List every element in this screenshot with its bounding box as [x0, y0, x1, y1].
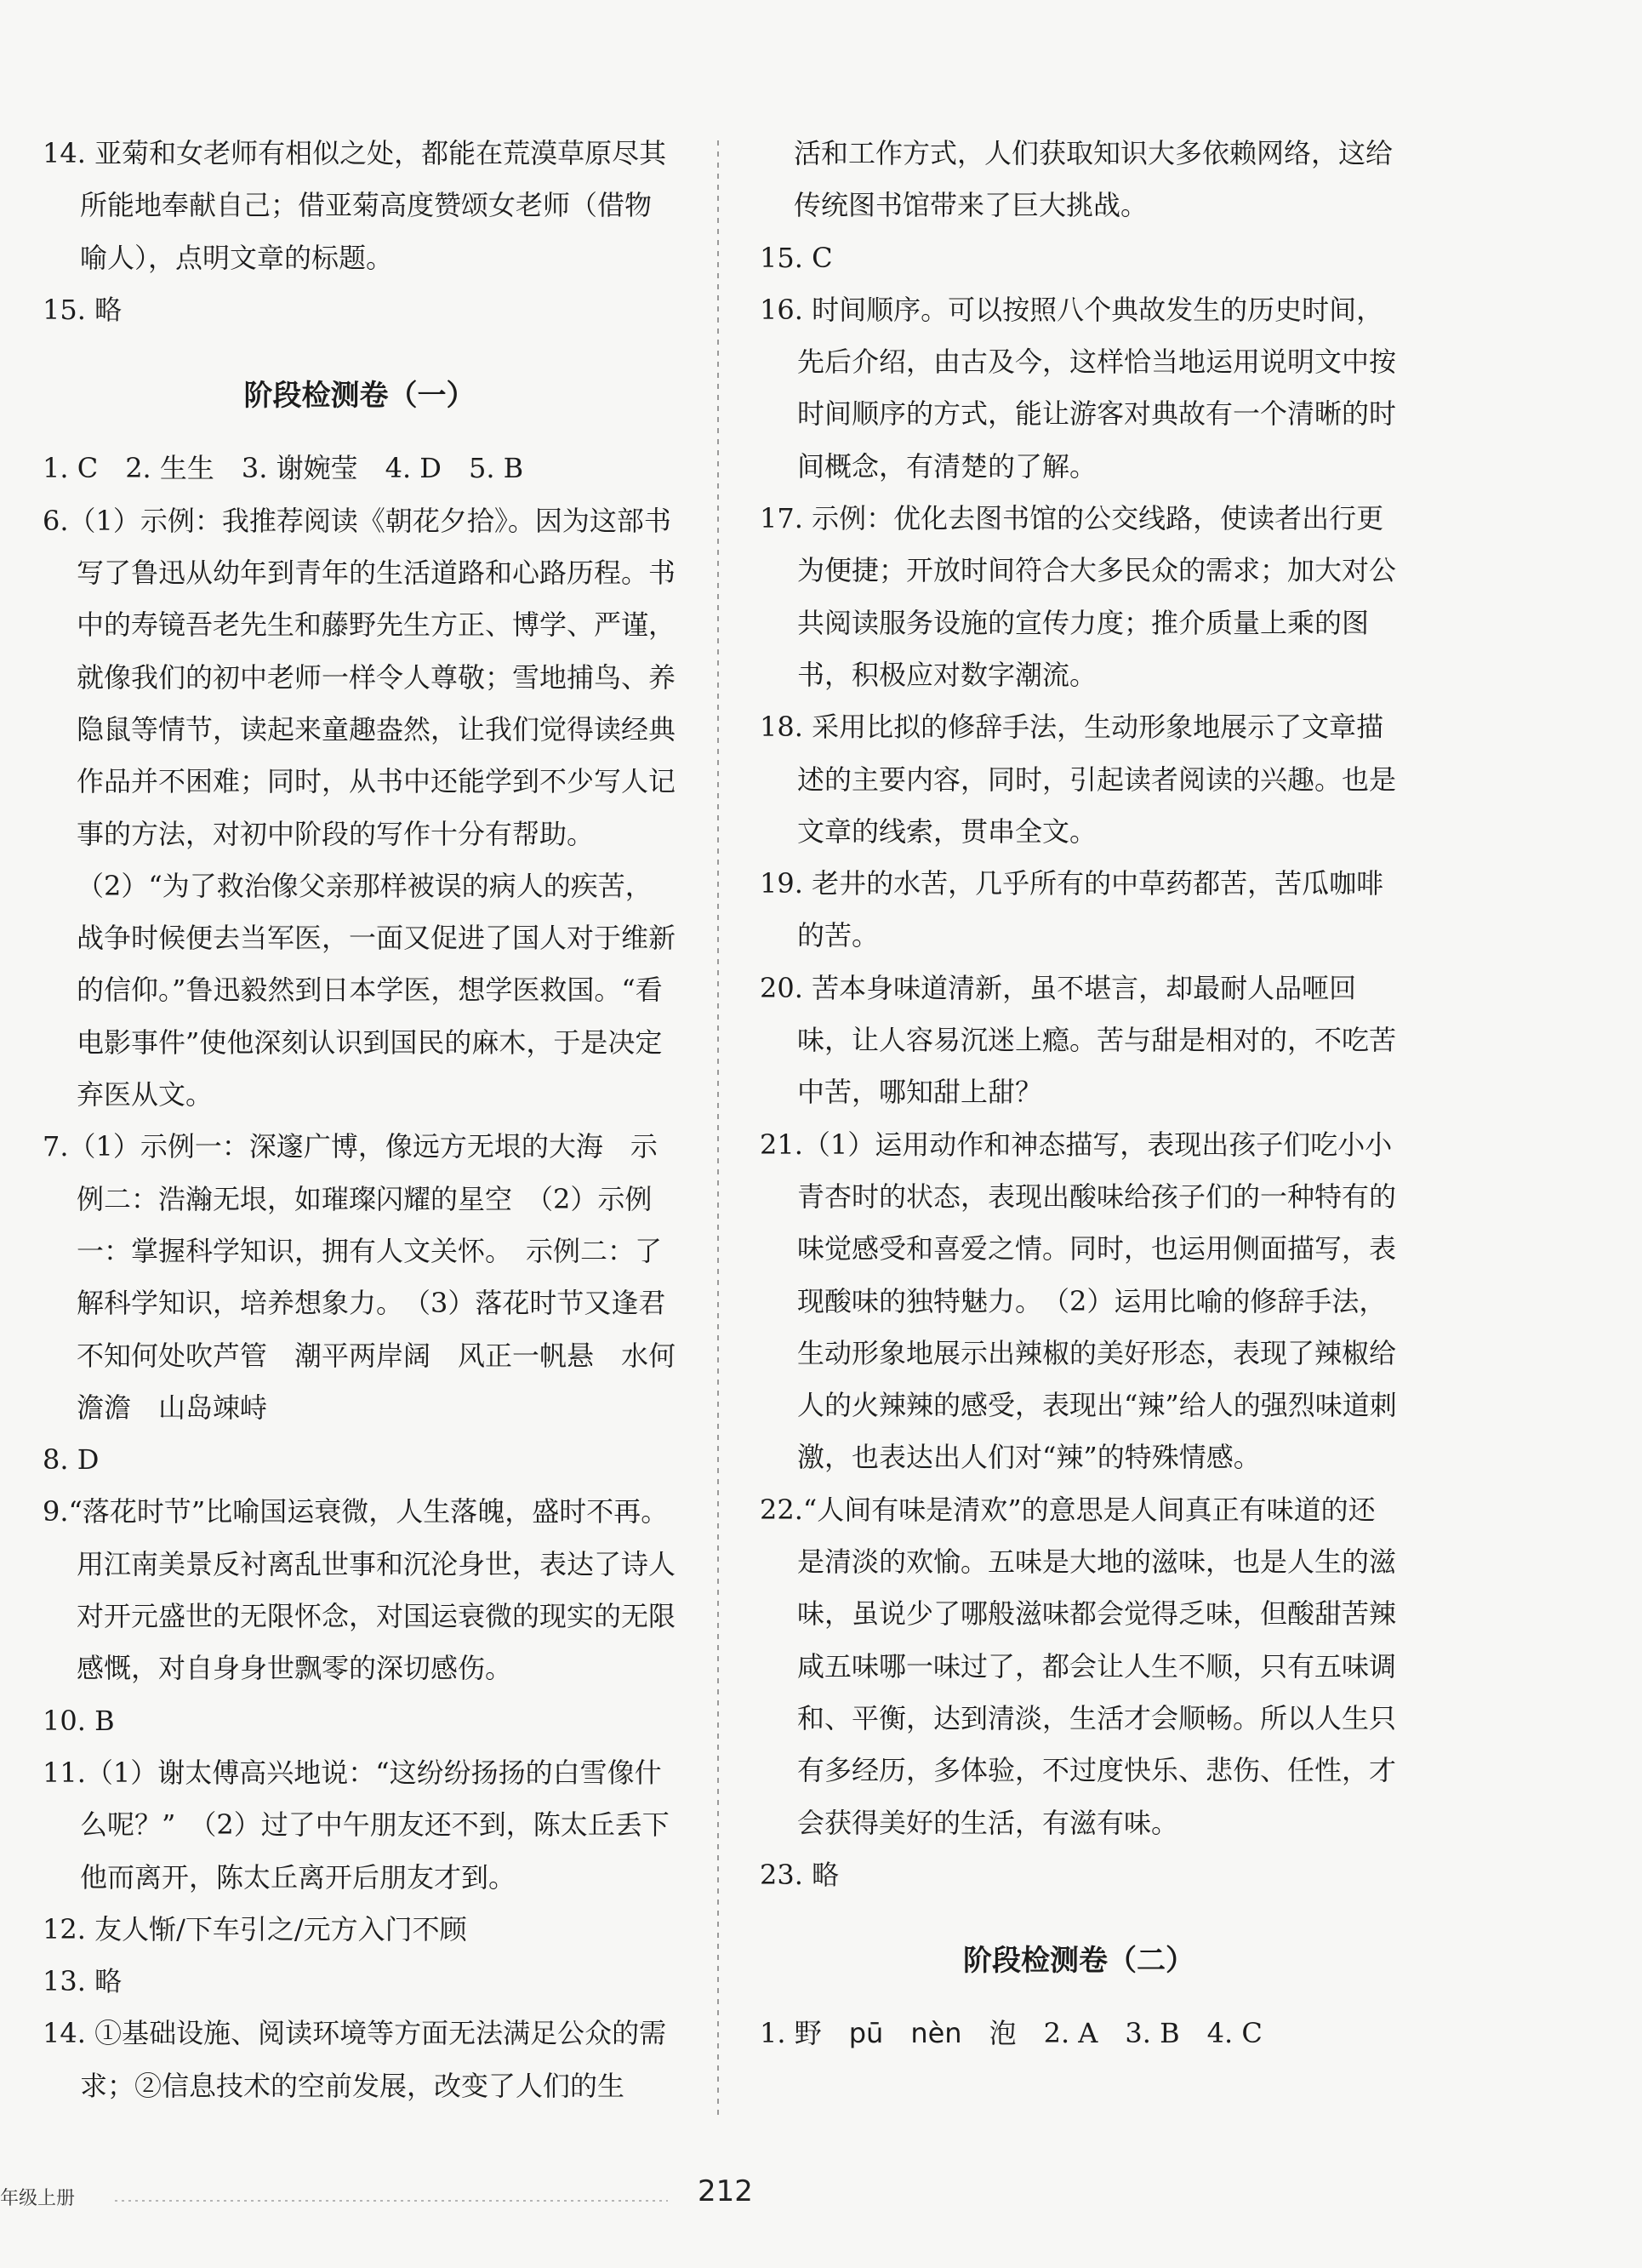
answer-8: 8. D — [43, 1443, 100, 1477]
answer-16: 16. 时间顺序。可以按照八个典故发生的历史时间，先后介绍，由古及今，这样恰当地运用说明文中按时间顺序的方式，能让游客对典故有一个清晰的时间概念，有清楚的了解。 — [760, 293, 1397, 483]
footer-dotted-rule — [115, 2200, 668, 2202]
column-divider — [717, 140, 719, 2115]
pinyin-pu: pū — [848, 2017, 884, 2050]
answer-13: 13. 略 — [43, 1965, 123, 1998]
answers-1-5: 1. C 2. 生生 3. 谢婉莹 4. D 5. B — [43, 452, 524, 485]
answer-14-part1: 14. 亚菊和女老师有相似之处，都能在荒漠草原尽其所能地奉献自己；借亚菊高度赞颂女老师（借物喻人），点明文章的标题。 — [43, 137, 667, 274]
answer-20: 20. 苦本身味道清新，虽不堪言，却最耐人品咂回味，让人容易沉迷上瘾。苦与甜是相对的，不吃苦中苦，哪知甜上甜？ — [760, 971, 1397, 1109]
answer-22: 22.“人间有味是清欢”的意思是人间真正有味道的还是清淡的欢愉。五味是大地的滋味，也是人生的滋味，虽说少了哪般滋味都会觉得乏味，但酸甜苦辣咸五味哪一味过了，都会让人生不顺，只有五味调和、平衡，达到清淡，生活才会顺畅。所以人生只有多经历，多体验，不过度快乐、悲伤、任性，才会获得美好的生活，有滋有味。 — [760, 1493, 1397, 1839]
right-column — [760, 128, 1398, 2060]
pinyin-nen: nèn — [910, 2017, 962, 2050]
left-column — [43, 128, 693, 2112]
footer-grade-label: 年级上册 — [0, 2188, 76, 2209]
answer-18: 18. 采用比拟的修辞手法，生动形象地展示了文章描述的主要内容，同时，引起读者阅读的兴趣。也是文章的线索，贯串全文。 — [760, 711, 1397, 848]
answer-23: 23. 略 — [760, 1858, 840, 1891]
section-title-stage-test-2: 阶段检测卷（二） — [963, 1944, 1194, 1979]
answer-10: 10. B — [43, 1704, 115, 1737]
answer-6: 6.（1）示例：我推荐阅读《朝花夕拾》。因为这部书写了鲁迅从幼年到青年的生活道路和心路历程。书中的寿镜吾老先生和藤野先生方正、博学、严谨，就像我们的初中老师一样令人尊敬；雪地捕鸟、养隐鼠等情节，读起来童趣盎然，让我们觉得读经典作品并不困难；同时，从书中还能学到不少写人记事的方法，对初中阶段的写作十分有帮助。（2）“为了救治像父亲那样被误的病人的疾苦，战争时候便去当军医，一面又促进了国人对于维新的信仰。”鲁迅毅然到日本学医，想学医救国。“看电影事件”使他深刻认识到国民的麻木，于是决定弃医从文。 — [43, 504, 676, 1111]
answer-1-prefix: 1. 野 — [760, 2017, 849, 2050]
page-number: 212 — [698, 2174, 753, 2208]
answer-14-part2-continued: 活和工作方式，人们获取知识大多依赖网络，这给传统图书馆带来了巨大挑战。 — [794, 137, 1394, 222]
section-title-stage-test-1: 阶段检测卷（一） — [243, 379, 476, 414]
answer-9: 9.“落花时节”比喻国运衰微，人生落魄，盛时不再。用江南美景反衬离乱世事和沉沦身世，表达了诗人对开元盛世的无限怀念，对国运衰微的现实的无限感慨，对自身身世飘零的深切感伤。 — [43, 1495, 676, 1685]
answer-7: 7.（1）示例一：深邃广博，像远方无垠的大海 示例二：浩瀚无垠，如璀璨闪耀的星空 （2）示例一：掌握科学知识，拥有人文关怀。 示例二：了解科学知识，培养想象力。 （3）落花时节又逢君 不知何处吹芦管 潮平两岸阔 风正一帆悬 水何澹澹 山岛竦峙 — [43, 1130, 693, 1424]
answers-1-4-stage2 — [760, 2008, 1398, 2059]
answer-1-suffix: 泡 2. A 3. B 4. C — [961, 2017, 1263, 2050]
answer-17: 17. 示例：优化去图书馆的公交线路，使读者出行更为便捷；开放时间符合大多民众的需求；加大对公共阅读服务设施的宣传力度；推介质量上乘的图书，积极应对数字潮流。 — [760, 502, 1397, 691]
answer-21: 21.（1）运用动作和神态描写，表现出孩子们吃小小青杏时的状态，表现出酸味给孩子们的一种特有的味觉感受和喜爱之情。同时，也运用侧面描写，表现酸味的独特魅力。 （2）运用比喻的修辞手法，生动形象地展示出辣椒的美好形态，表现了辣椒给人的火辣辣的感受，表现出“辣”给人的强烈味道刺激，也表达出人们对“辣”的特殊情感。 — [760, 1128, 1397, 1474]
answer-11: 11.（1）谢太傅高兴地说：“这纷纷扬扬的白雪像什么呢？” （2）过了中午朋友还不到，陈太丘丢下他而离开，陈太丘离开后朋友才到。 — [43, 1756, 670, 1894]
answer-19: 19. 老井的水苦，几乎所有的中草药都苦，苦瓜咖啡的苦。 — [760, 867, 1384, 952]
answer-15-b: 15. C — [760, 241, 833, 274]
answer-12: 12. 友人惭/下车引之/元方入门不顾 — [43, 1912, 467, 1945]
answer-14-part2-start: 14. ①基础设施、阅读环境等方面无法满足公众的需求；②信息技术的空前发展，改变了人们的生 — [43, 2017, 667, 2102]
answer-15: 15. 略 — [43, 293, 123, 326]
